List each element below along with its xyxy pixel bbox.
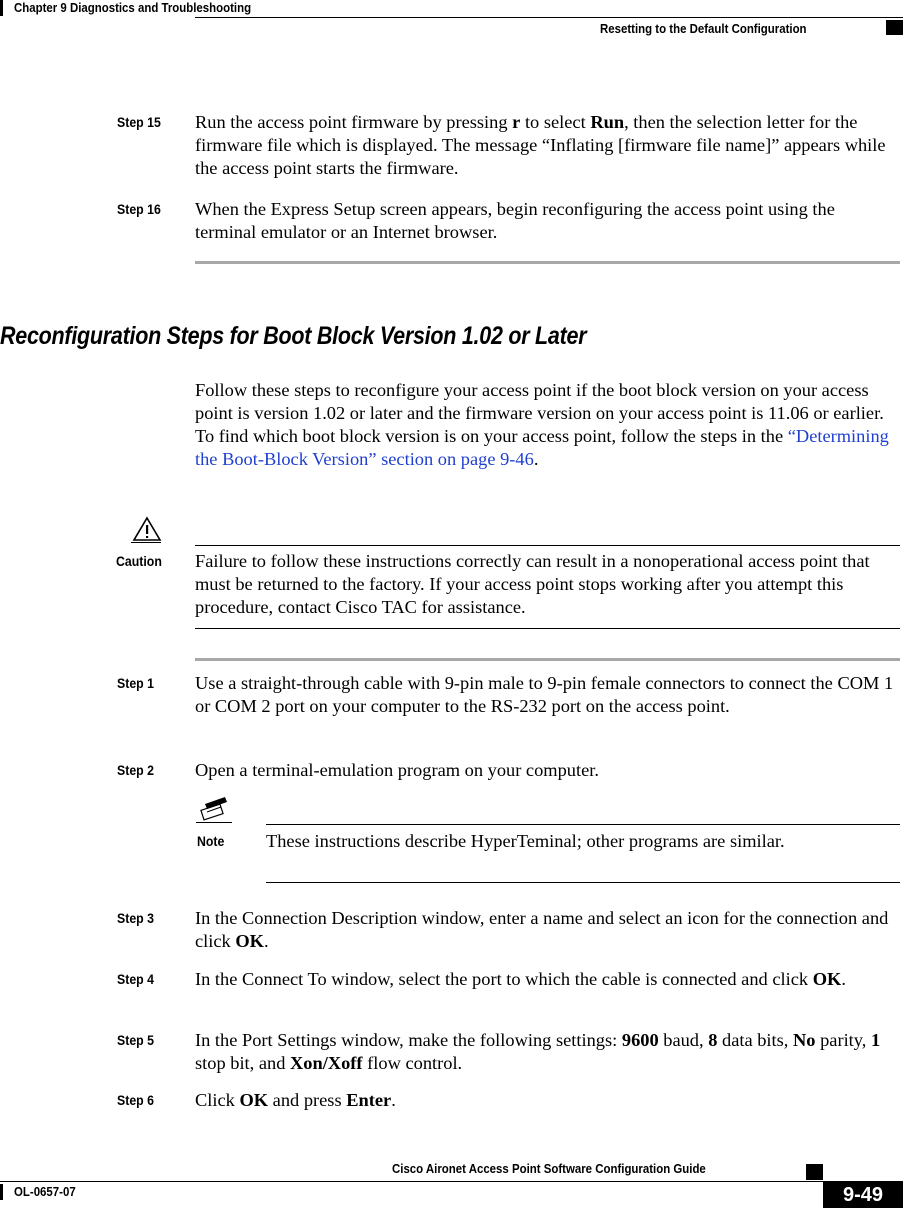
step-label: Step 4 xyxy=(117,971,154,987)
procedure-start-rule xyxy=(195,658,900,661)
doc-number: OL-0657-07 xyxy=(14,1184,76,1199)
step-label: Step 5 xyxy=(117,1032,154,1048)
step-text: In the Port Settings window, make the following settings: 9600 baud, 8 data bits, No parity, 1 stop bit, and Xon/Xoff flow control. xyxy=(195,1030,881,1073)
note-icon-rule xyxy=(196,822,232,823)
step-text: Open a terminal-emulation program on your computer. xyxy=(195,760,599,780)
header-left-bar xyxy=(0,0,3,16)
caution-top-rule xyxy=(195,545,900,546)
step-text: When the Express Setup screen appears, begin reconfiguring the access point using the terminal emulator or an Internet browser. xyxy=(195,199,835,242)
note-label: Note xyxy=(197,833,225,849)
section-heading: Reconfiguration Steps for Boot Block Version 1.02 or Later xyxy=(0,322,587,350)
section-title: Resetting to the Default Configuration xyxy=(600,21,807,36)
section-link[interactable]: “Determining the Boot-Block Version” section on page 9-46 xyxy=(195,426,889,469)
step-text: Run the access point firmware by pressing r to select Run, then the selection letter for the firmware file which is displayed. The message “Inflating [firmware file name]” appears while the access point starts the firmware. xyxy=(195,112,886,178)
caution-label: Caution xyxy=(116,553,162,569)
step-text: Use a straight-through cable with 9-pin male to 9-pin female connectors to connect the COM 1 or COM 2 port on your computer to the RS-232 port on the access point. xyxy=(195,673,894,716)
procedure-end-rule xyxy=(195,261,900,264)
chapter-title: Chapter 9 Diagnostics and Troubleshooting xyxy=(14,0,252,15)
step-label: Step 15 xyxy=(117,114,161,130)
step-text: In the Connect To window, select the port to which the cable is connected and click OK. xyxy=(195,969,846,989)
footer-right-block xyxy=(806,1164,823,1180)
page-number: 9-49 xyxy=(823,1182,903,1208)
intro-paragraph xyxy=(195,379,903,471)
step-label: Step 1 xyxy=(117,675,154,691)
footer-rule xyxy=(0,1181,903,1182)
intro-text: Follow these steps to reconfigure your access point if the boot block version on your access point is version 1.02 or later and the firmware version on your access point is 11.06 or earlier. To find which boot block version is on your access point, follow the steps in the xyxy=(195,380,884,446)
warning-triangle-icon xyxy=(132,516,162,542)
header-rule xyxy=(195,17,903,18)
caution-text: Failure to follow these instructions correctly can result in a nonoperational access point that must be returned to the factory. If your access point stops working after you attempt this procedure, contact Cisco TAC for assistance. xyxy=(195,551,870,617)
step-label: Step 6 xyxy=(117,1092,154,1108)
footer-left-bar xyxy=(0,1184,3,1200)
header-right-block xyxy=(886,20,903,35)
caution-bottom-rule xyxy=(195,628,900,629)
guide-title: Cisco Aironet Access Point Software Configuration Guide xyxy=(392,1161,706,1176)
step-text: Click OK and press Enter. xyxy=(195,1090,396,1110)
step-label: Step 16 xyxy=(117,201,161,217)
caution-icon-rule xyxy=(131,542,161,543)
step-text: In the Connection Description window, enter a name and select an icon for the connection and click OK. xyxy=(195,908,889,951)
note-text: These instructions describe HyperTeminal; other programs are similar. xyxy=(266,831,785,851)
step-label: Step 3 xyxy=(117,910,154,926)
note-bottom-rule xyxy=(266,882,900,883)
note-top-rule xyxy=(266,824,900,825)
pencil-note-icon xyxy=(199,795,231,821)
step-label: Step 2 xyxy=(117,762,154,778)
intro-text-end: . xyxy=(533,449,539,469)
